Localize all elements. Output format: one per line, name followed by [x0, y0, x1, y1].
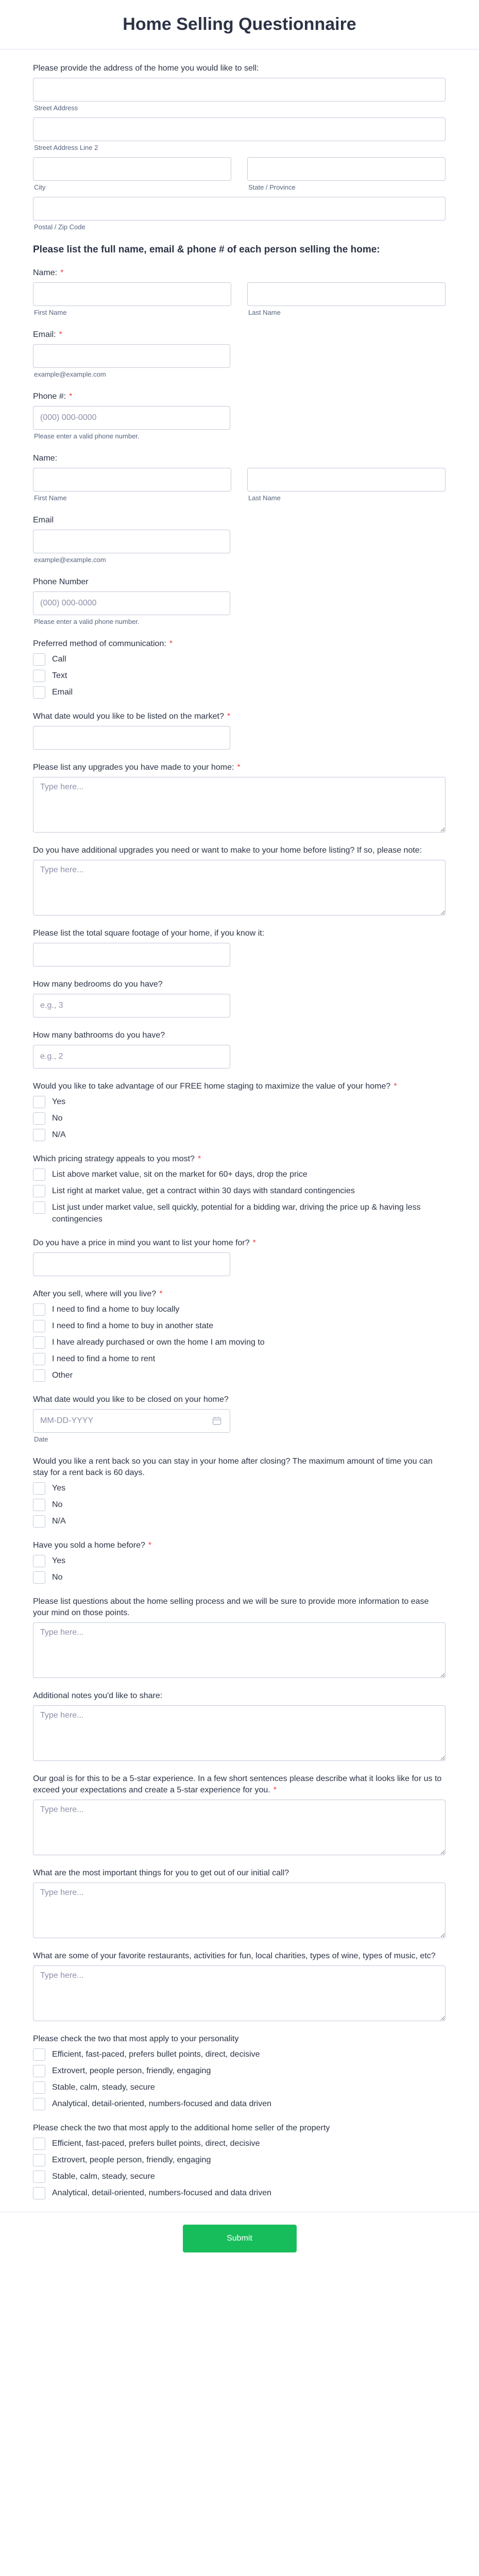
checkbox[interactable]: [33, 2048, 45, 2061]
bedrooms-label: How many bedrooms do you have?: [33, 980, 163, 989]
checkbox[interactable]: [33, 1112, 45, 1125]
option-label: Call: [52, 655, 66, 664]
upgrades-label: [33, 762, 446, 773]
staging-option-na[interactable]: [33, 1129, 446, 1141]
last-name1-sublabel: Last Name: [248, 309, 281, 316]
option-label: Analytical, detail-oriented, numbers-focused and data driven: [52, 2189, 272, 2197]
postal-code-sublabel: Postal / Zip Code: [34, 223, 85, 231]
checkbox[interactable]: [33, 1499, 45, 1511]
name1-label: [33, 267, 446, 279]
communication-label: [33, 638, 446, 650]
address-label: Please provide the address of the home you would like to sell:: [33, 64, 259, 73]
phone1-field: [33, 391, 446, 440]
required-mark: *: [169, 639, 173, 648]
required-mark: *: [227, 712, 231, 721]
option-label: Other: [52, 1371, 73, 1380]
initial-call-field: [33, 1868, 446, 1938]
pricing-option-above[interactable]: [33, 1168, 446, 1181]
option-label: I have already purchased or own the home I am moving to: [52, 1338, 265, 1347]
email1-hint: example@example.com: [34, 370, 106, 378]
checkbox[interactable]: [33, 1336, 45, 1349]
seller2-personality-label: Please check the two that most apply to the additional home seller of the property: [33, 2124, 330, 2132]
close-date-input[interactable]: [33, 1409, 230, 1433]
close-date-sublabel: Date: [34, 1435, 48, 1443]
bedrooms-input[interactable]: [33, 994, 230, 1018]
option-label: N/A: [52, 1130, 66, 1139]
sold-before-label: [33, 1540, 446, 1551]
street-address-line2-input[interactable]: [33, 117, 446, 141]
questions-textarea[interactable]: [33, 1622, 446, 1678]
bathrooms-label: How many bathrooms do you have?: [33, 1031, 165, 1040]
email1-input[interactable]: [33, 344, 230, 368]
option-label: No: [52, 1500, 63, 1509]
notes-label: Additional notes you'd like to share:: [33, 1691, 163, 1700]
communication-label-text: Preferred method of communication:: [33, 639, 166, 648]
checkbox[interactable]: [33, 1129, 45, 1141]
staging-label: [33, 1081, 446, 1092]
city-sublabel: City: [34, 183, 46, 191]
notes-field: [33, 1690, 446, 1761]
pricing-option-at[interactable]: [33, 1185, 446, 1197]
option-label: Analytical, detail-oriented, numbers-focused and data driven: [52, 2099, 272, 2108]
calendar-icon[interactable]: [212, 1416, 222, 1426]
communication-option-text[interactable]: [33, 670, 446, 682]
after-sell-option-other[interactable]: [33, 1369, 446, 1382]
checkbox[interactable]: [33, 2081, 45, 2094]
required-mark: *: [273, 1786, 277, 1794]
sold-before-option-yes[interactable]: [33, 1555, 446, 1567]
checkbox[interactable]: [33, 1369, 45, 1382]
seller2-option-extrovert[interactable]: [33, 2154, 446, 2166]
favorites-textarea[interactable]: [33, 1965, 446, 2021]
state-input[interactable]: [247, 157, 446, 181]
name1-field: [33, 267, 446, 317]
street-address-input[interactable]: [33, 78, 446, 101]
email1-label: [33, 329, 446, 341]
communication-option-email[interactable]: [33, 686, 446, 699]
option-label: I need to find a home to buy locally: [52, 1305, 180, 1314]
email1-label-text: Email:: [33, 330, 56, 339]
staging-field: [33, 1081, 446, 1141]
rent-back-option-no[interactable]: [33, 1499, 446, 1511]
phone1-label-text: Phone #:: [33, 392, 66, 401]
option-label: List above market value, sit on the market for 60+ days, drop the price: [52, 1170, 307, 1179]
personality-option-efficient[interactable]: [33, 2048, 446, 2061]
first-name2-sublabel: First Name: [34, 494, 67, 502]
seller2-option-analytical[interactable]: [33, 2187, 446, 2199]
questions-field: [33, 1596, 446, 1678]
checkbox[interactable]: [33, 1353, 45, 1365]
required-mark: *: [148, 1541, 152, 1550]
checkbox[interactable]: [33, 686, 45, 699]
communication-field: [33, 638, 446, 699]
staging-label-text: Would you like to take advantage of our FREE home staging to maximize the value of your home?: [33, 1082, 391, 1091]
close-date-label: What date would you like to be closed on your home?: [33, 1395, 229, 1404]
email2-hint: example@example.com: [34, 556, 106, 564]
list-date-input[interactable]: [33, 726, 230, 750]
sold-before-field: [33, 1540, 446, 1584]
personality-label: Please check the two that most apply to your personality: [33, 2035, 239, 2043]
price-label-text: Do you have a price in mind you want to list your home for?: [33, 1239, 250, 1247]
after-sell-option-another-state[interactable]: [33, 1320, 446, 1332]
checkbox[interactable]: [33, 2154, 45, 2166]
option-label: Yes: [52, 1484, 66, 1493]
checkbox[interactable]: [33, 1201, 45, 1214]
required-mark: *: [59, 330, 62, 339]
name1-label-text: Name:: [33, 268, 58, 277]
option-label: I need to find a home to rent: [52, 1354, 156, 1363]
price-field: [33, 1238, 446, 1276]
upgrades-textarea[interactable]: [33, 777, 446, 833]
pricing-field: [33, 1154, 446, 1225]
form-footer: [0, 2212, 479, 2268]
phone2-hint: Please enter a valid phone number.: [34, 618, 140, 625]
close-date-field: [33, 1394, 446, 1444]
additional-upgrades-textarea[interactable]: [33, 860, 446, 916]
option-label: List right at market value, get a contract within 30 days with standard contingencies: [52, 1187, 355, 1195]
sold-before-label-text: Have you sold a home before?: [33, 1541, 145, 1550]
option-label: Efficient, fast-paced, prefers bullet points, direct, decisive: [52, 2139, 260, 2148]
checkbox[interactable]: [33, 1482, 45, 1495]
checkbox[interactable]: [33, 1185, 45, 1197]
questions-label: Please list questions about the home selling process and we will be sure to provide more information to ease your mind on those points.: [33, 1597, 429, 1617]
submit-button[interactable]: Submit: [183, 2225, 297, 2252]
option-label: List just under market value, sell quickly, potential for a bidding war, driving the price up & having less contingencies: [52, 1203, 421, 1224]
option-label: N/A: [52, 1517, 66, 1526]
first-name1-input[interactable]: [33, 282, 231, 306]
goal-label: [33, 1773, 446, 1796]
required-mark: *: [69, 392, 73, 401]
sellers-heading: Please list the full name, email & phone # of each person selling the home:: [33, 244, 380, 255]
phone1-hint: Please enter a valid phone number.: [34, 432, 140, 440]
staging-option-no[interactable]: [33, 1112, 446, 1125]
pricing-label-text: Which pricing strategy appeals to you most?: [33, 1155, 195, 1163]
checkbox[interactable]: [33, 1555, 45, 1567]
personality-option-analytical[interactable]: [33, 2098, 446, 2110]
bedrooms-field: [33, 979, 446, 1018]
after-sell-field: [33, 1289, 446, 1382]
option-label: Yes: [52, 1097, 66, 1106]
after-sell-option-already-own[interactable]: [33, 1336, 446, 1349]
required-mark: *: [237, 763, 241, 772]
option-label: Text: [52, 671, 67, 680]
checkbox[interactable]: [33, 1096, 45, 1108]
goal-field: [33, 1773, 446, 1855]
checkbox[interactable]: [33, 2138, 45, 2150]
notes-textarea[interactable]: [33, 1705, 446, 1761]
option-label: I need to find a home to buy in another state: [52, 1321, 214, 1330]
checkbox[interactable]: [33, 2171, 45, 2183]
square-footage-label: Please list the total square footage of your home, if you know it:: [33, 929, 265, 938]
city-input[interactable]: [33, 157, 231, 181]
email2-label: Email: [33, 516, 54, 524]
required-mark: *: [197, 1155, 201, 1163]
option-label: No: [52, 1114, 63, 1123]
phone2-field: [33, 577, 446, 626]
after-sell-label-text: After you sell, where will you live?: [33, 1290, 157, 1298]
rent-back-field: [33, 1456, 446, 1528]
checkbox[interactable]: [33, 1571, 45, 1584]
checkbox[interactable]: [33, 1168, 45, 1181]
upgrades-label-text: Please list any upgrades you have made to your home:: [33, 763, 234, 772]
favorites-field: [33, 1951, 446, 2021]
list-date-label: [33, 711, 446, 722]
personality-option-extrovert[interactable]: [33, 2065, 446, 2077]
list-date-label-text: What date would you like to be listed on the market?: [33, 712, 224, 721]
after-sell-label: [33, 1289, 446, 1300]
seller2-option-efficient[interactable]: [33, 2138, 446, 2150]
rent-back-option-yes[interactable]: [33, 1482, 446, 1495]
seller2-personality-field: [33, 2123, 446, 2199]
goal-textarea[interactable]: [33, 1800, 446, 1855]
pricing-option-under[interactable]: [33, 1201, 446, 1225]
first-name1-sublabel: First Name: [34, 309, 67, 316]
after-sell-option-rent[interactable]: [33, 1353, 446, 1365]
form-body: [0, 49, 479, 2199]
square-footage-field: [33, 928, 446, 967]
phone1-label: [33, 391, 446, 402]
form-header: [0, 0, 479, 49]
communication-option-call[interactable]: [33, 653, 446, 666]
initial-call-textarea[interactable]: [33, 1883, 446, 1938]
bathrooms-input[interactable]: [33, 1045, 230, 1069]
additional-upgrades-field: [33, 845, 446, 916]
upgrades-field: [33, 762, 446, 833]
name2-label: Name:: [33, 454, 58, 463]
bathrooms-field: [33, 1030, 446, 1069]
rent-back-label: Would you like a rent back so you can stay in your home after closing? The maximum amount of time you can stay for a rent back is 60 days.: [33, 1457, 433, 1477]
checkbox[interactable]: [33, 653, 45, 666]
street-address-sublabel: Street Address: [34, 104, 78, 112]
required-mark: *: [60, 268, 64, 277]
option-label: Extrovert, people person, friendly, engaging: [52, 2156, 211, 2164]
favorites-label: What are some of your favorite restaurants, activities for fun, local charities, types of wine, types of music, etc?: [33, 1952, 436, 1960]
required-mark: *: [252, 1239, 256, 1247]
last-name2-input[interactable]: [247, 468, 446, 492]
option-label: No: [52, 1573, 63, 1582]
personality-option-stable[interactable]: [33, 2081, 446, 2094]
pricing-label: [33, 1154, 446, 1165]
initial-call-label: What are the most important things for you to get out of our initial call?: [33, 1869, 289, 1877]
email1-field: [33, 329, 446, 379]
option-label: Extrovert, people person, friendly, engaging: [52, 2066, 211, 2075]
price-label: [33, 1238, 446, 1249]
square-footage-input[interactable]: [33, 943, 230, 967]
option-label: Email: [52, 688, 73, 697]
sold-before-option-no[interactable]: [33, 1571, 446, 1584]
option-label: Efficient, fast-paced, prefers bullet points, direct, decisive: [52, 2050, 260, 2059]
name2-field: [33, 453, 446, 502]
checkbox[interactable]: [33, 1303, 45, 1316]
postal-code-input[interactable]: [33, 197, 446, 221]
option-label: Stable, calm, steady, secure: [52, 2083, 155, 2092]
checkbox[interactable]: [33, 670, 45, 682]
first-name2-input[interactable]: [33, 468, 231, 492]
required-mark: *: [159, 1290, 163, 1298]
staging-option-yes[interactable]: [33, 1096, 446, 1108]
list-date-field: [33, 711, 446, 750]
option-label: Stable, calm, steady, secure: [52, 2172, 155, 2181]
email2-input[interactable]: [33, 530, 230, 553]
checkbox[interactable]: [33, 2098, 45, 2110]
price-input[interactable]: [33, 1252, 230, 1276]
last-name2-sublabel: Last Name: [248, 494, 281, 502]
rent-back-option-na[interactable]: [33, 1515, 446, 1528]
personality-field: [33, 2033, 446, 2110]
phone2-input[interactable]: [33, 591, 230, 615]
phone1-input[interactable]: [33, 406, 230, 430]
phone2-label: Phone Number: [33, 578, 89, 586]
street-address-line2-sublabel: Street Address Line 2: [34, 144, 98, 151]
email2-field: [33, 515, 446, 564]
seller2-option-stable[interactable]: [33, 2171, 446, 2183]
page-title: Home Selling Questionnaire: [123, 14, 356, 34]
address-field: [33, 63, 446, 231]
checkbox[interactable]: [33, 2187, 45, 2199]
goal-label-text: Our goal is for this to be a 5-star experience. In a few short sentences please describe what it looks like for us to exceed your expectations and create a 5-star experience for you.: [33, 1774, 442, 1794]
checkbox[interactable]: [33, 1320, 45, 1332]
additional-upgrades-label: Do you have additional upgrades you need or want to make to your home before listing? If so, please note:: [33, 846, 422, 855]
checkbox[interactable]: [33, 2065, 45, 2077]
option-label: Yes: [52, 1556, 66, 1565]
state-sublabel: State / Province: [248, 183, 296, 191]
after-sell-option-buy-locally[interactable]: [33, 1303, 446, 1316]
required-mark: *: [394, 1082, 397, 1091]
last-name1-input[interactable]: [247, 282, 446, 306]
checkbox[interactable]: [33, 1515, 45, 1528]
